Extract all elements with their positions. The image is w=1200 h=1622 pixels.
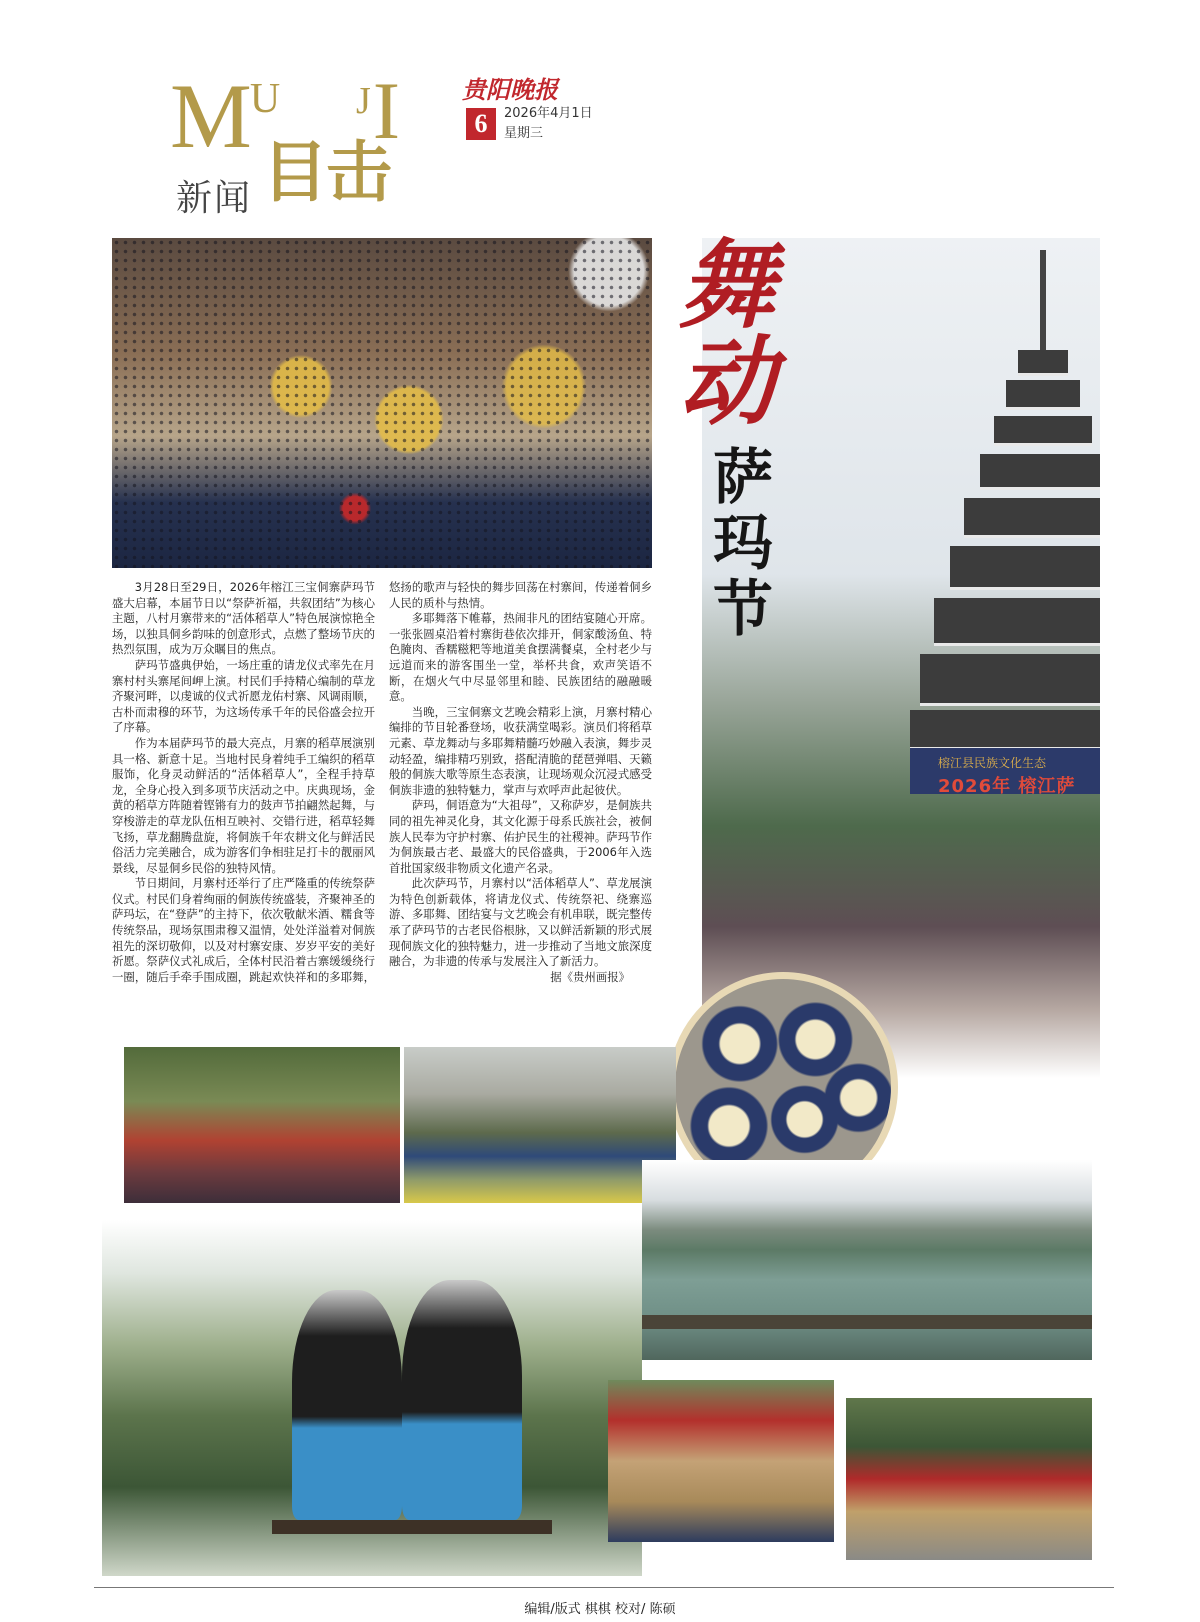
drum-tower-illustration xyxy=(910,250,1100,800)
article-paragraph: 多耶舞落下帷幕，热闹非凡的团结宴随心开席。一张张圆桌沿着村寨街巷依次排开，侗家酸汤鱼、特色腌肉、香糯糍粑等地道美食摆满餐桌，全村老少与远道而来的游客围坐一堂，举杯共食，欢声笑语不断，在烟火气中尽显邻里和睦、民族团结的融融暖意。 xyxy=(389,611,652,704)
masthead-ji-letters: $^J$I xyxy=(356,65,401,156)
headline-dance: 舞动 xyxy=(679,229,775,438)
editor-credits: 编辑/版式 棋棋 校对/ 陈硕 xyxy=(524,1602,676,1617)
masthead-mu-letters: $M^U$ xyxy=(170,65,277,167)
issue-date: 2026年4月1日 xyxy=(504,106,593,121)
headline-sama-festival: 萨玛节 xyxy=(713,443,773,645)
article-body xyxy=(112,580,652,1000)
article-paragraph: 作为本届萨玛节的最大亮点，月寨的稻草展演别具一格、新意十足。当地村民身着纯手工编织的稻草服饰，化身灵动鲜活的“活体稻草人”，全程手持草龙，全身心投入到多项节庆活动之中。庆典现场，金黄的稻草方阵随着铿锵有力的鼓声节拍翩然起舞，与穿梭游走的草龙队伍相互映衬、交错行进，稻草轻舞飞扬，草龙翻腾盘旋，将侗族千年农耕文化与鲜活民俗活力完美融合，成为游客们争相驻足打卡的靓丽风景线，尽显侗乡民俗的独特风情。 xyxy=(112,735,375,875)
article-paragraph: 当晚，三宝侗寨文艺晚会精彩上演，月寨村精心编排的节目轮番登场，收获满堂喝彩。演员们将稻草元素、草龙舞动与多耶舞精髓巧妙融入表演，舞步灵动轻盈，编排精巧别致，搭配清脆的琵琶弹唱、天籁般的侗族大歌等原生态表演，让现场观众沉浸式感受侗族非遗的独特魅力，掌声与欢呼声此起彼伏。 xyxy=(389,704,652,797)
festival-banner-line1: 榕江县民族文化生态 xyxy=(938,756,1047,770)
villagers-gathering-photo xyxy=(124,1047,400,1203)
footer-rule xyxy=(94,1587,1114,1588)
main-photo-dragon-dance xyxy=(112,238,652,568)
page-number: 6 xyxy=(466,108,496,140)
masthead-muji: 目击 xyxy=(262,134,390,211)
article-paragraph: 萨玛节盛典伊始，一场庄重的请龙仪式率先在月寨村村头寨尾间岬上演。村民们手持精心编制的草龙齐聚河畔，以虔诚的仪式祈愿龙佑村寨、风调雨顺，古朴而肃穆的环节，为这场传承千年的民俗盛会拉开了序幕。 xyxy=(112,657,375,735)
river-dragon-bridge-photo xyxy=(642,1160,1092,1360)
article-source-credit: 据《贵州画报》 xyxy=(550,969,630,984)
article-paragraph: 此次萨玛节，月寨村以“活体稻草人”、草龙展演为特色创新载体，将请龙仪式、传统祭祀、绕寨巡游、多耶舞、团结宴与文艺晚会有机串联，既完整传承了萨玛节的古老民俗根脉，又以鲜活新颖的形式展现侗族文化的独特魅力，进一步推动了当地文旅深度融合，为非遗的传承与发展注入了新活力。 xyxy=(389,876,652,969)
festival-banner-line2: 2026年 榕江萨 xyxy=(938,776,1076,797)
issue-weekday: 星期三 xyxy=(504,126,544,141)
procession-photo xyxy=(404,1047,676,1203)
straw-costume-dance-photo xyxy=(846,1398,1092,1560)
newspaper-logo: 贵阳晚报 xyxy=(462,75,558,104)
article-paragraph: 3月28日至29日，2026年榕江三宝侗寨萨玛节盛大启幕，本届节日以“祭萨祈福，共叙团结”为核心主题，八村月寨带来的“活体稻草人”特色展演惊艳全场，以独具侗乡韵味的创意形式，点燃了整场节庆的热烈氛围，成为万众瞩目的焦点。 xyxy=(112,580,375,657)
women-red-headwraps-photo xyxy=(608,1380,834,1542)
masthead-xinwen: 新闻 xyxy=(176,178,253,219)
article-paragraph: 节日期间，月寨村还举行了庄严隆重的传统祭萨仪式。村民们身着绚丽的侗族传统盛装，齐聚神圣的萨玛坛，在“登萨”的主持下，依次敬献米酒、糯食等传统祭品，现场氛围肃穆又温情，处处洋溢着对侗族祖先的深切敬仰，以及对村寨安康、岁岁平安的美好祈愿。祭萨仪式礼成后，全体村民沿着古寨缓缓绕行一圈，随后手牵手围成圈，跳起欢快祥和的多耶舞，悠扬的歌声与轻快的舞步回荡在村寨间，传递着侗乡人民的质朴与热情。 xyxy=(112,580,652,984)
river-bridge xyxy=(642,1315,1092,1329)
issue-date-block xyxy=(504,104,593,144)
miao-girls-photo xyxy=(102,1220,642,1576)
article-paragraph: 萨玛，侗语意为“大祖母”，又称萨岁，是侗族共同的祖先神灵化身，其文化源于母系氏族社会，被侗族人民奉为守护村寨、佑护民生的社稷神。萨玛节作为侗族最古老、最盛大的民俗盛典，于2006年入选首批国家级非物质文化遗产名录。 xyxy=(389,798,652,875)
